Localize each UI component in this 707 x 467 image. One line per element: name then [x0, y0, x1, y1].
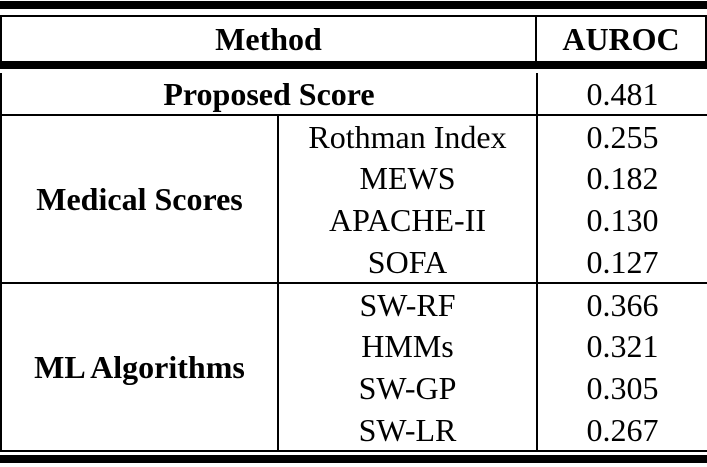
- group-label-ml-algorithms: ML Algorithms: [1, 283, 278, 451]
- column-header-method: Method: [2, 17, 537, 61]
- column-header-auroc: AUROC: [562, 20, 680, 57]
- bottom-thick-rule: [0, 455, 707, 463]
- auroc-value-mews: 0.182: [586, 160, 659, 196]
- auroc-value-hmms: 0.321: [586, 328, 659, 364]
- auroc-value-sofa: 0.127: [537, 241, 707, 283]
- auroc-value-rothman-index: 0.255: [586, 118, 659, 155]
- method-name-rothman-index: Rothman Index: [278, 115, 537, 157]
- group-label-medical-scores: Medical Scores: [1, 115, 278, 283]
- auroc-value-sw-lr: 0.267: [586, 411, 659, 448]
- proposed-score-label: Proposed Score: [1, 73, 537, 115]
- table-row-ml-1: [1, 283, 707, 325]
- method-name-hmms: HMMs: [278, 325, 537, 367]
- method-name-sofa: SOFA: [278, 241, 537, 283]
- proposed-score-auroc-value: 0.481: [537, 73, 707, 115]
- method-name-sw-gp: SW-GP: [278, 367, 537, 409]
- table-row-proposed: [1, 73, 707, 115]
- method-name-sw-lr: SW-LR: [278, 409, 537, 451]
- method-name-mews: MEWS: [278, 157, 537, 199]
- table-header-row: [0, 15, 707, 61]
- top-thick-rule: [0, 1, 707, 9]
- auroc-value-sw-rf: 0.366: [586, 286, 659, 323]
- auroc-value-apache-ii: 0.130: [586, 202, 659, 238]
- table-row-medical-1: [1, 115, 707, 157]
- method-name-apache-ii: APACHE-II: [278, 199, 537, 241]
- auroc-value-sw-gp: 0.305: [586, 370, 659, 406]
- method-name-sw-rf: SW-RF: [278, 283, 537, 325]
- header-separator-thick-rule: [0, 61, 707, 69]
- results-table: [0, 73, 707, 452]
